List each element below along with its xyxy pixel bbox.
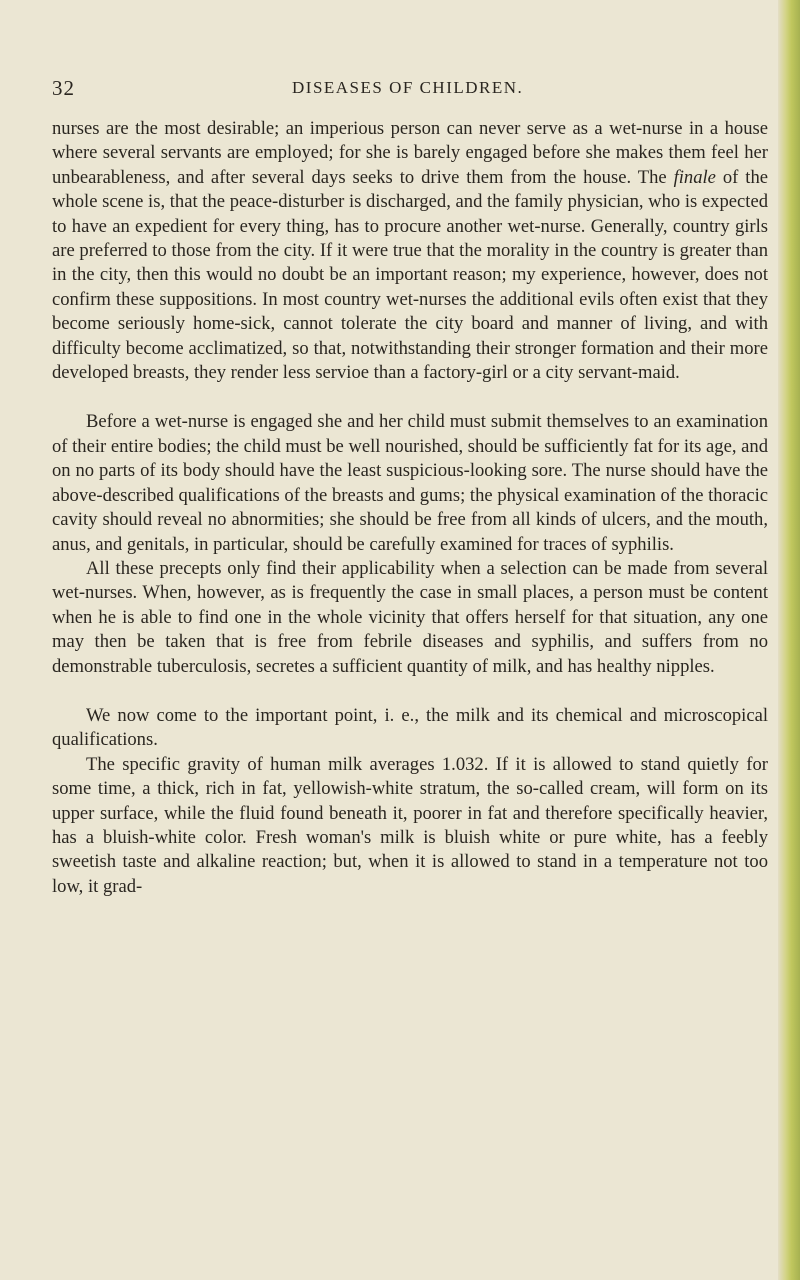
paragraph-examination: Before a wet-nurse is engaged she and her child must submit themselves to an examination of their entire bodies; the child must be well nourished, should be sufficiently fat for its age, and on no parts of its body should have the least suspicious-looking sore. The nurse should have the above-described qualifications of the breasts and gums; the physical examination of the thoracic cavity should reveal no abnormities; she should be free from all kinds of ulcers, and the mouth, anus, and genitals, in particular, should be carefully examined for traces of syphilis. bbox=[52, 411, 768, 555]
page-edge-shadow bbox=[778, 0, 800, 1280]
body-text bbox=[52, 117, 768, 899]
paragraph-wet-nurse-temperament bbox=[52, 117, 768, 385]
paragraph-milk-intro: We now come to the important point, i. e., the milk and its chemical and microscopical qualifications. bbox=[52, 704, 768, 751]
paragraph-precepts: All these precepts only find their applicability when a selection can be made from several wet-nurses. When, however, as is frequently the case in small places, a person must be content when he is able to find one in the whole vicinity that offers herself for that situation, any one may then be taken that is free from febrile diseases and syphilis, and suffers from no demonstrable tuberculosis, secretes a sufficient quantity of milk, and has healthy nipples. bbox=[52, 557, 768, 677]
paragraph-text: of the whole scene is, that the peace-disturber is discharged, and the family physician, who is expected to have an expedient for every thing, has to procure another wet-nurse. Generally, country girls are preferred to those from the city. If it were true that the morality in the country is greater than in the city, then this would no doubt be an important reason; my experience, however, does not confirm these suppositions. In most country wet-nurses the additional evils often exist that they become seriously home-sick, cannot tolerate the city board and manner of living, and with difficulty become acclimatized, so that, notwithstanding their stronger formation and their more developed breasts, they render less servioe than a factory-girl or a city servant-maid. bbox=[52, 166, 768, 384]
page-number: 32 bbox=[52, 76, 75, 100]
page-header bbox=[0, 76, 800, 100]
paragraph-text: nurses are the most desirable; an imperious person can never serve as a wet-nurse in a house where several servants are employed; for she is barely engaged before she makes them feel her unbearableness, and after several days seeks to drive them from the house. The bbox=[52, 118, 768, 188]
running-head: DISEASES OF CHILDREN. bbox=[292, 78, 524, 97]
italic-word: finale bbox=[673, 166, 716, 188]
paragraph-specific-gravity: The specific gravity of human milk averages 1.032. If it is allowed to stand quietly for some time, a thick, rich in fat, yellowish-white stratum, the so-called cream, will form on its upper surface, while the fluid found beneath it, poorer in fat and therefore specifically heavier, has a bluish-white color. Fresh woman's milk is bluish white or pure white, has a feebly sweetish taste and alkaline reaction; but, when it is allowed to stand in a temperature not too low, it grad- bbox=[52, 753, 768, 897]
